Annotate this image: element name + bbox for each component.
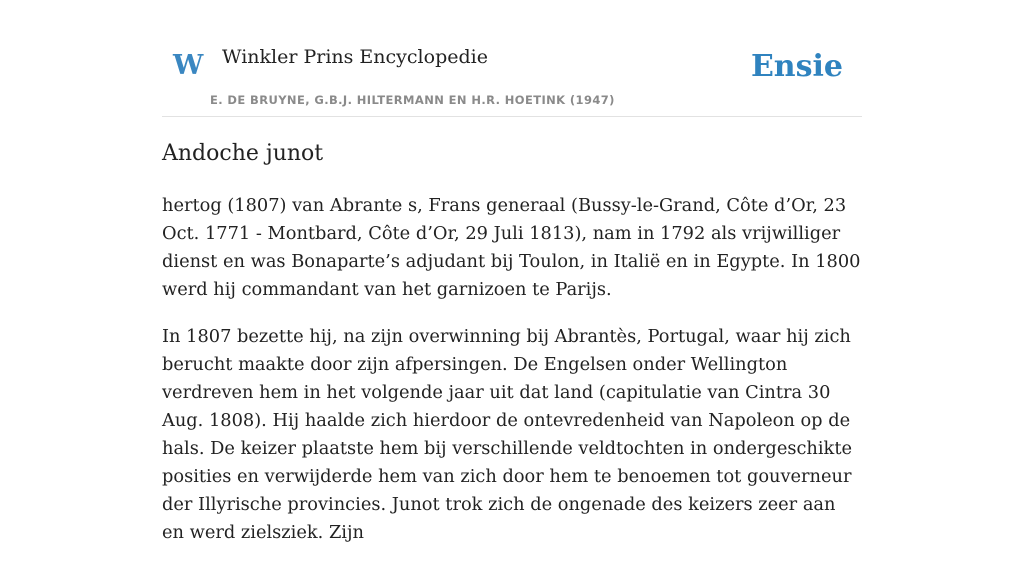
source-header (162, 0, 862, 117)
source-authors: E. DE BRUYNE, G.B.J. HILTERMANN EN H.R. HOETINK (1947) (210, 93, 615, 107)
source-logo-icon[interactable]: W (173, 50, 204, 81)
article-body (162, 192, 862, 566)
source-title[interactable]: Winkler Prins Encyclopedie (222, 46, 488, 68)
article-title: Andoche junot (162, 141, 324, 166)
page (162, 0, 862, 543)
article-paragraph: hertog (1807) van Abrante s, Frans generaal (Bussy-le-Grand, Côte d’Or, 23 Oct. 1771 - Montbard, Côte d’Or, 29 Juli 1813), nam in 1792 als vrijwilliger dienst en was Bonaparte’s adjudant bij Toulon, in Italië en in Egypte. In 1800 werd hij commandant van het garnizoen te Parijs. (162, 195, 861, 300)
brand-logo[interactable]: Ensie (750, 49, 843, 84)
article-paragraph: In 1807 bezette hij, na zijn overwinning bij Abrantès, Portugal, waar hij zich berucht maakte door zijn afpersingen. De Engelsen onder Wellington verdreven hem in het volgende jaar uit dat land (capitulatie van Cintra 30 Aug. 1808). Hij haalde zich hierdoor de ontevredenheid van Napoleon op de hals. De keizer plaatste hem bij verschillende veldtochten in ondergeschikte posities en verwijderde hem van zich door hem te benoemen tot gouverneur der Illyrische provincies. Junot trok zich de ongenade des keizers zeer aan en werd zielsziek. Zijn (162, 326, 853, 543)
